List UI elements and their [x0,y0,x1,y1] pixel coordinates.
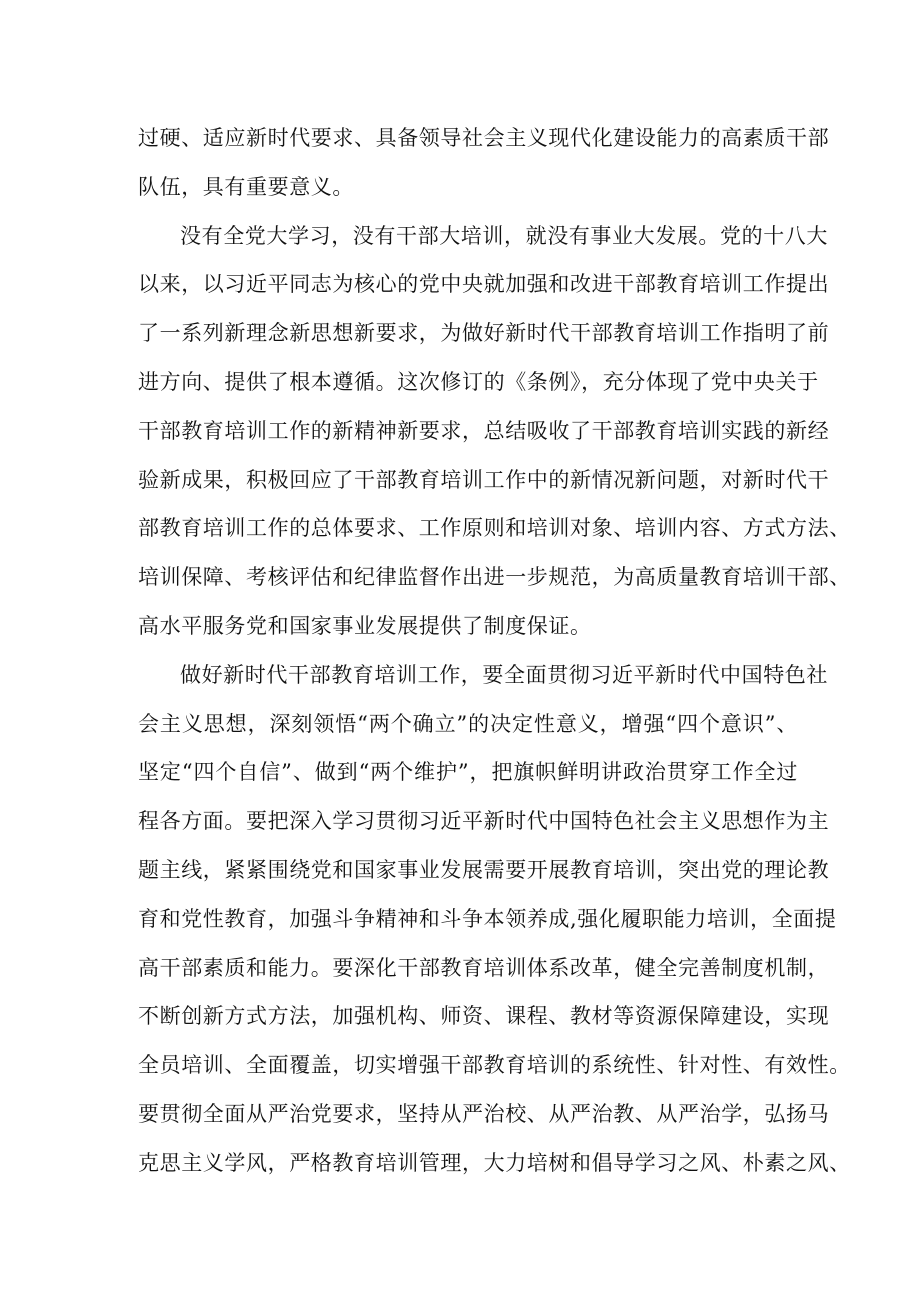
text-line: 以来，以习近平同志为核心的党中央就加强和改进干部教育培训工作提出 [138,272,830,297]
text-line: 做好新时代干部教育培训工作，要全面贯彻习近平新时代中国特色社 [180,662,828,687]
paragraph-2 [138,212,851,651]
paragraph-1 [138,114,830,212]
text-line: 培训保障、考核评估和纪律监督作出进一步规范，为高质量教育培训干部、 [138,565,851,590]
text-line: 克思主义学风，严格教育培训管理，大力培树和倡导学习之风、朴素之风、 [138,1150,851,1175]
text-line: 要贯彻全面从严治党要求，坚持从严治校、从严治教、从严治学，弘扬马 [138,1101,830,1126]
text-line: 高水平服务党和国家事业发展提供了制度保证。 [138,613,592,638]
document-body [138,114,851,1188]
text-line: 验新成果，积极回应了干部教育培训工作中的新情况新问题，对新时代干 [138,467,830,492]
text-line: 队伍，具有重要意义。 [138,174,354,199]
text-line: 不断创新方式方法，加强机构、师资、课程、教材等资源保障建设，实现 [138,1004,830,1029]
text-line: 题主线，紧紧围绕党和国家事业发展需要开展教育培训，突出党的理论教 [138,857,830,882]
text-line: 会主义思想，深刻领悟“两个确立”的决定性意义，增强“四个意识”、 [138,711,798,736]
text-line: 过硬、适应新时代要求、具备领导社会主义现代化建设能力的高素质干部 [138,126,830,150]
text-line: 育和党性教育，加强斗争精神和斗争本领养成,强化履职能力培训，全面提 [138,906,837,931]
text-line: 了一系列新理念新思想新要求，为做好新时代干部教育培训工作指明了前 [138,321,830,346]
text-line: 程各方面。要把深入学习贯彻习近平新时代中国特色社会主义思想作为主 [138,809,830,834]
text-line: 干部教育培训工作的新精神新要求，总结吸收了干部教育培训实践的新经 [138,418,830,443]
text-line: 坚定“四个自信”、做到“两个维护”，把旗帜鲜明讲政治贯穿工作全过 [138,760,798,785]
text-line: 部教育培训工作的总体要求、工作原则和培训对象、培训内容、方式方法、 [138,516,851,541]
text-line: 没有全党大学习，没有干部大培训，就没有事业大发展。党的十八大 [180,223,828,248]
text-line: 进方向、提供了根本遵循。这次修订的《条例》，充分体现了党中央关于 [138,369,819,394]
text-line: 全员培训、全面覆盖，切实增强干部教育培训的系统性、针对性、有效性。 [138,1053,851,1078]
paragraph-3 [138,651,851,1188]
text-line: 高干部素质和能力。要深化干部教育培训体系改革，健全完善制度机制， [138,955,830,980]
